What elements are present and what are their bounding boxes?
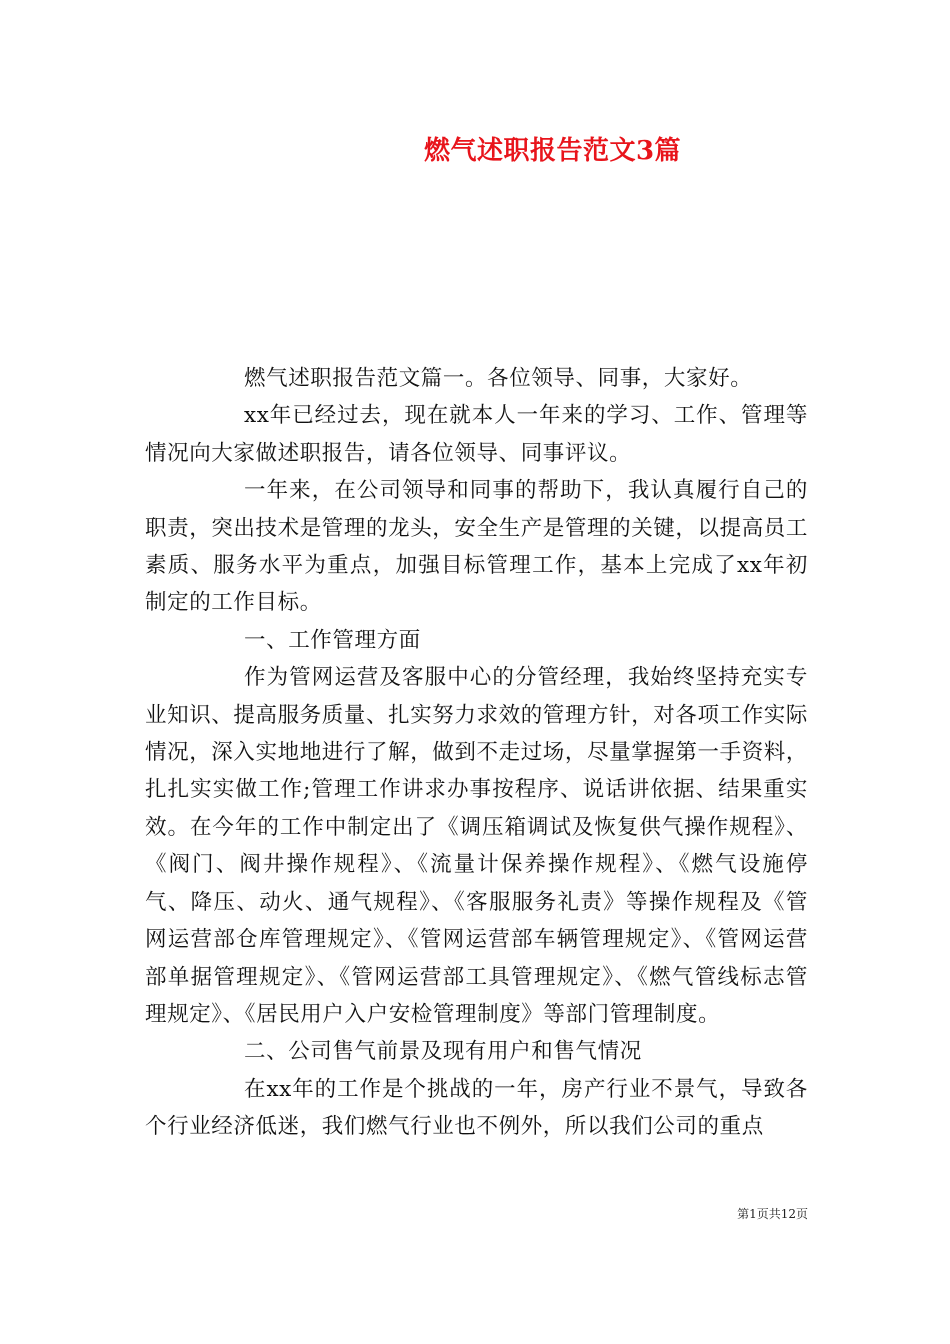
paragraph-greeting: 燃气述职报告范文篇一。各位领导、同事，大家好。 [244, 366, 753, 391]
document-title: 燃气述职报告范文3篇 [423, 136, 682, 166]
document-body [145, 360, 808, 1146]
paragraph-work-management: 作为管网运营及客服中心的分管经理，我始终坚持充实专业知识、提高服务质量、扎实努力求效的管理方针，对各项工作实际情况，深入实地地进行了解，做到不走过场，尽量掌握第一手资料，扎扎实实做工作;管理工作讲求办事按程序、说话讲依据、结果重实效。在今年的工作中制定出了《调压箱调试及恢复供气操作规程》、《阀门、阀井操作规程》、《流量计保养操作规程》、《燃气设施停气、降压、动火、通气规程》、《客服服务礼责》等操作规程及《管网运营部仓库管理规定》、《管网运营部车辆管理规定》、《管网运营部单据管理规定》、《管网运营部工具管理规定》、《燃气管线标志管理规定》、《居民用户入户安检管理制度》等部门管理制度。 [145, 665, 809, 1027]
paragraph-summary: 一年来，在公司领导和同事的帮助下，我认真履行自己的职责，突出技术是管理的龙头，安全生产是管理的关键，以提高员工素质、服务水平为重点，加强目标管理工作，基本上完成了xx年初制定的工作目标。 [145, 478, 809, 616]
paragraph-intro: xx年已经过去，现在就本人一年来的学习、工作、管理等情况向大家做述职报告，请各位领导、同事评议。 [145, 403, 808, 466]
page-number-footer: 第1页共12页 [737, 1207, 808, 1221]
section-heading-gas-sales: 二、公司售气前景及现有用户和售气情况 [244, 1039, 642, 1065]
section-heading-work-management: 一、工作管理方面 [244, 627, 421, 653]
paragraph-gas-sales: 在xx年的工作是个挑战的一年，房产行业不景气，导致各个行业经济低迷，我们燃气行业也不例外，所以我们公司的重点 [145, 1076, 808, 1140]
